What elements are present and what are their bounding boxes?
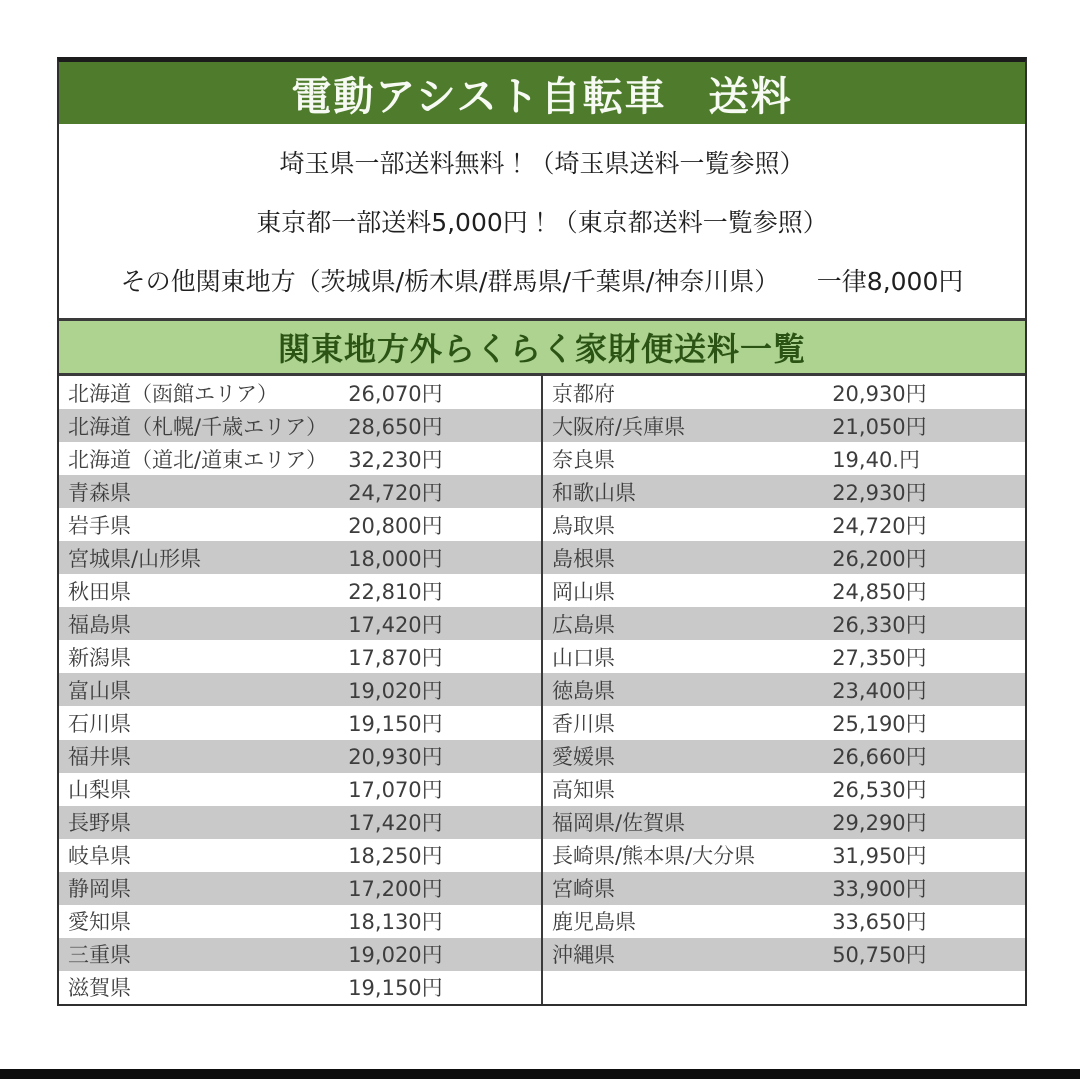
prefecture-name: 北海道（札幌/千歳エリア） <box>68 414 328 439</box>
prefecture-name: 福島県 <box>68 612 131 637</box>
shipping-price: 18,130円 <box>348 910 443 935</box>
shipping-price: 19,020円 <box>348 678 443 703</box>
fee-table-title-bar <box>59 318 1025 376</box>
prefecture-name: 和歌山県 <box>552 480 636 505</box>
table-row <box>59 376 541 409</box>
table-row <box>59 773 541 806</box>
table-row <box>543 442 1025 475</box>
prefecture-name: 愛媛県 <box>552 745 615 770</box>
shipping-price: 17,420円 <box>348 612 443 637</box>
prefecture-name: 石川県 <box>68 711 131 736</box>
prefecture-name: 滋賀県 <box>68 976 131 1001</box>
prefecture-name: 広島県 <box>552 612 615 637</box>
table-row <box>543 409 1025 442</box>
shipping-price: 24,720円 <box>348 480 443 505</box>
table-row <box>543 673 1025 706</box>
shipping-price: 24,850円 <box>832 579 927 604</box>
prefecture-name: 香川県 <box>552 711 615 736</box>
table-row <box>543 905 1025 938</box>
table-row <box>543 839 1025 872</box>
shipping-price: 18,000円 <box>348 546 443 571</box>
table-row <box>59 673 541 706</box>
table-row <box>543 376 1025 409</box>
prefecture-name: 富山県 <box>68 678 131 703</box>
table-row <box>543 740 1025 773</box>
shipping-price: 33,900円 <box>832 877 927 902</box>
prefecture-name: 新潟県 <box>68 645 131 670</box>
note-tokyo: 東京都一部送料5,000円！（東京都送料一覧参照） <box>256 207 828 237</box>
prefecture-name: 大阪府/兵庫県 <box>552 414 686 439</box>
shipping-price: 17,070円 <box>348 778 443 803</box>
prefecture-name: 岡山県 <box>552 579 615 604</box>
prefecture-name: 沖縄県 <box>552 943 615 968</box>
shipping-price: 22,930円 <box>832 480 927 505</box>
table-row <box>59 971 541 1004</box>
shipping-price: 20,930円 <box>832 381 927 406</box>
table-row <box>59 541 541 574</box>
prefecture-name: 徳島県 <box>552 678 615 703</box>
table-row <box>543 574 1025 607</box>
table-row <box>59 706 541 739</box>
prefecture-name: 山梨県 <box>68 778 131 803</box>
prefecture-name: 長野県 <box>68 811 131 836</box>
prefecture-name: 北海道（道北/道東エリア） <box>68 447 328 472</box>
table-row <box>59 409 541 442</box>
note-saitama: 埼玉県一部送料無料！（埼玉県送料一覧参照） <box>279 148 805 178</box>
page-title: 電動アシスト自転車 送料 <box>291 73 793 120</box>
table-row <box>59 508 541 541</box>
prefecture-name: 岐阜県 <box>68 844 131 869</box>
shipping-price: 26,660円 <box>832 745 927 770</box>
table-row <box>59 640 541 673</box>
page-title-bar <box>59 62 1025 124</box>
table-row <box>59 905 541 938</box>
table-row <box>59 607 541 640</box>
prefecture-name: 奈良県 <box>552 447 615 472</box>
prefecture-name: 京都府 <box>552 381 615 406</box>
shipping-price: 20,800円 <box>348 513 443 538</box>
shipping-price: 25,190円 <box>832 711 927 736</box>
table-row <box>543 607 1025 640</box>
shipping-price: 19,150円 <box>348 976 443 1001</box>
table-left-column <box>59 376 543 1004</box>
shipping-price: 17,870円 <box>348 645 443 670</box>
prefecture-name: 三重県 <box>68 943 131 968</box>
shipping-info-sheet <box>57 57 1027 1006</box>
prefecture-name: 福井県 <box>68 745 131 770</box>
fee-table-title: 関東地方外らくらく家財便送料一覧 <box>277 330 806 368</box>
bottom-black-bar <box>0 1069 1080 1079</box>
table-row <box>59 574 541 607</box>
shipping-price: 26,330円 <box>832 612 927 637</box>
table-right-column <box>543 376 1025 1004</box>
note-other-kanto: その他関東地方（茨城県/栃木県/群馬県/千葉県/神奈川県） 一律8,000円 <box>120 267 964 297</box>
table-row <box>59 806 541 839</box>
prefecture-name: 福岡県/佐賀県 <box>552 811 686 836</box>
prefecture-name: 高知県 <box>552 778 615 803</box>
prefecture-name: 長崎県/熊本県/大分県 <box>552 844 756 869</box>
shipping-price: 27,350円 <box>832 645 927 670</box>
prefecture-name: 岩手県 <box>68 513 131 538</box>
shipping-price: 33,650円 <box>832 910 927 935</box>
shipping-price: 32,230円 <box>348 447 443 472</box>
shipping-fee-table <box>59 376 1025 1004</box>
table-row <box>59 872 541 905</box>
shipping-price: 31,950円 <box>832 844 927 869</box>
prefecture-name: 山口県 <box>552 645 615 670</box>
prefecture-name: 静岡県 <box>68 877 131 902</box>
prefecture-name: 鳥取県 <box>552 513 615 538</box>
table-row <box>543 640 1025 673</box>
table-row <box>543 872 1025 905</box>
table-row <box>543 541 1025 574</box>
prefecture-name: 宮城県/山形県 <box>68 546 202 571</box>
table-row <box>543 706 1025 739</box>
table-row <box>543 971 1025 1004</box>
shipping-notes <box>59 124 1025 318</box>
shipping-price: 26,070円 <box>348 381 443 406</box>
prefecture-name: 青森県 <box>68 480 131 505</box>
shipping-price: 29,290円 <box>832 811 927 836</box>
shipping-price: 18,250円 <box>348 844 443 869</box>
table-row <box>543 806 1025 839</box>
shipping-price: 17,420円 <box>348 811 443 836</box>
shipping-price: 19,150円 <box>348 711 443 736</box>
shipping-price: 26,530円 <box>832 778 927 803</box>
shipping-price: 28,650円 <box>348 414 443 439</box>
prefecture-name: 島根県 <box>552 546 615 571</box>
prefecture-name: 鹿児島県 <box>552 910 636 935</box>
shipping-price: 19,40.円 <box>832 447 920 472</box>
shipping-price: 19,020円 <box>348 943 443 968</box>
prefecture-name: 北海道（函館エリア） <box>68 381 278 406</box>
table-row <box>59 740 541 773</box>
prefecture-name: 秋田県 <box>68 579 131 604</box>
shipping-price: 50,750円 <box>832 943 927 968</box>
table-row <box>543 475 1025 508</box>
shipping-price: 26,200円 <box>832 546 927 571</box>
shipping-price: 24,720円 <box>832 513 927 538</box>
shipping-price: 21,050円 <box>832 414 927 439</box>
shipping-price: 22,810円 <box>348 579 443 604</box>
table-row <box>59 839 541 872</box>
table-row <box>543 938 1025 971</box>
table-row <box>543 773 1025 806</box>
prefecture-name: 宮崎県 <box>552 877 615 902</box>
shipping-price: 17,200円 <box>348 877 443 902</box>
table-row <box>59 475 541 508</box>
table-row <box>59 442 541 475</box>
prefecture-name: 愛知県 <box>68 910 131 935</box>
table-row <box>59 938 541 971</box>
shipping-price: 23,400円 <box>832 678 927 703</box>
shipping-price: 20,930円 <box>348 745 443 770</box>
table-row <box>543 508 1025 541</box>
